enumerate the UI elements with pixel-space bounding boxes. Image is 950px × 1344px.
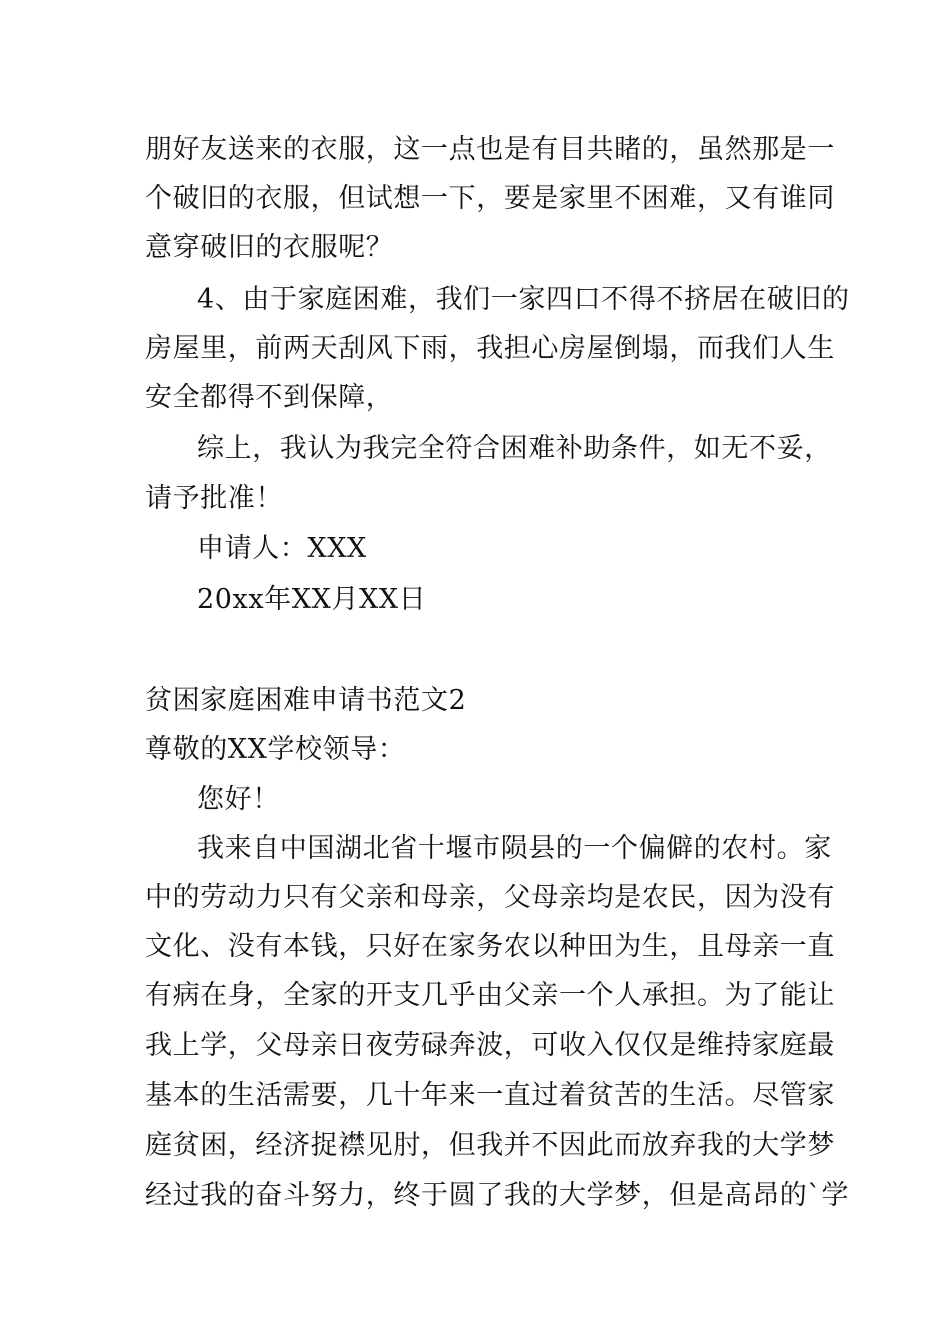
- greeting-line: 您好！: [197, 784, 280, 815]
- section-title: 贫困家庭困难申请书范文2: [145, 685, 467, 716]
- paragraph-line: 我来自中国湖北省十堰市陨县的一个偏僻的农村。家: [197, 833, 832, 864]
- paragraph-line: 有病在身，全家的开支几乎由父亲一个人承担。为了能让: [145, 980, 835, 1011]
- paragraph-line: 意穿破旧的衣服呢？: [145, 232, 394, 263]
- paragraph-line: 综上，我认为我完全符合困难补助条件，如无不妥，: [197, 433, 832, 464]
- date-line: 20xx年XX月XX日: [197, 584, 427, 615]
- paragraph-line: 庭贫困，经济捉襟见肘，但我并不因此而放弃我的大学梦: [145, 1130, 835, 1161]
- paragraph-line: 请予批准！: [145, 483, 283, 514]
- paragraph-line: 4、由于家庭困难，我们一家四口不得不挤居在破旧的: [197, 284, 850, 315]
- paragraph-line: 房屋里，前两天刮风下雨，我担心房屋倒塌，而我们人生: [145, 333, 835, 364]
- paragraph-line: 经过我的奋斗努力，终于圆了我的大学梦，但是高昂的`学: [145, 1180, 850, 1211]
- paragraph-line: 中的劳动力只有父亲和母亲，父母亲均是农民，因为没有: [145, 882, 835, 913]
- paragraph-line: 朋好友送来的衣服，这一点也是有目共睹的，虽然那是一: [145, 134, 835, 165]
- applicant-line: 申请人：XXX: [197, 533, 367, 564]
- paragraph-line: 安全都得不到保障，: [145, 382, 394, 413]
- paragraph-line: 文化、没有本钱，只好在家务农以种田为生，且母亲一直: [145, 931, 835, 962]
- paragraph-line: 基本的生活需要，几十年来一直过着贫苦的生活。尽管家: [145, 1080, 835, 1111]
- paragraph-line: 个破旧的衣服，但试想一下，要是家里不困难，又有谁同: [145, 183, 835, 214]
- paragraph-line: 我上学，父母亲日夜劳碌奔波，可收入仅仅是维持家庭最: [145, 1030, 835, 1061]
- salutation-line: 尊敬的XX学校领导：: [145, 734, 406, 765]
